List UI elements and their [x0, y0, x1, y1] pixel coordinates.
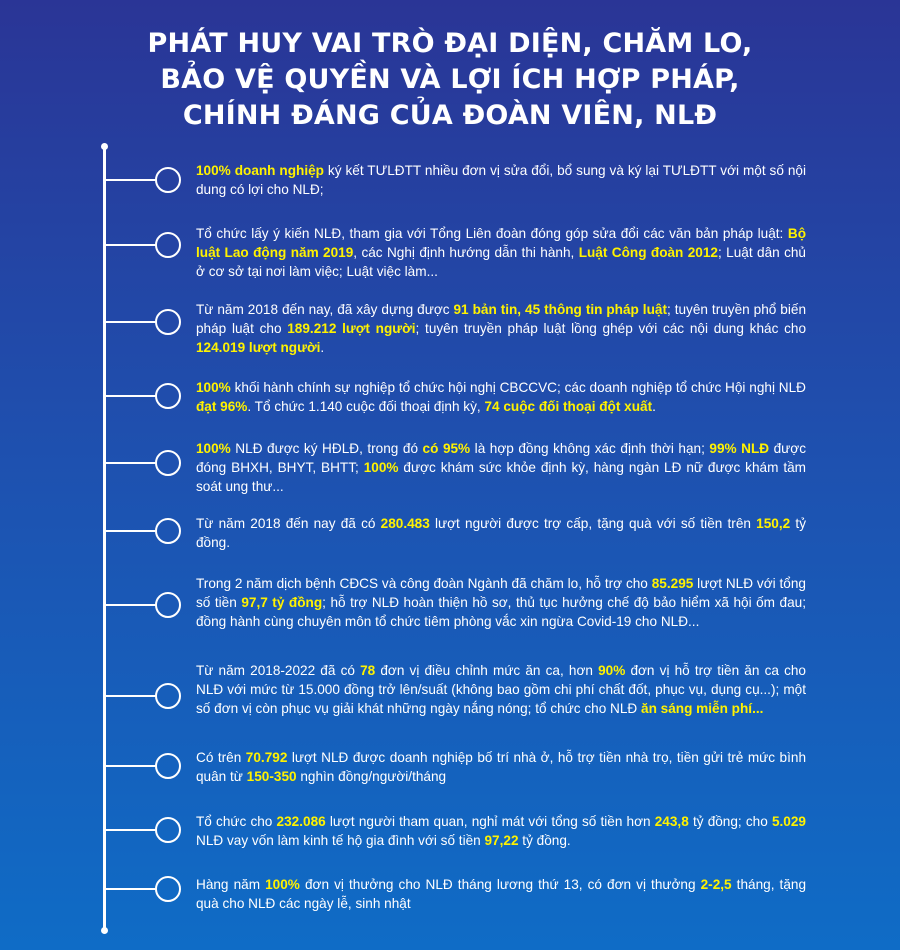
- circle-marker-icon: [155, 683, 181, 709]
- body-text: lượt NLĐ với tổng số tiền: [196, 576, 806, 610]
- item-text: [196, 748, 806, 786]
- item-text: [196, 439, 806, 496]
- highlight-text: 100%: [196, 441, 231, 456]
- highlight-text: 243,8: [654, 814, 689, 829]
- highlight-text: 189.212 lượt người: [287, 321, 416, 336]
- highlight-text: đạt 96%: [196, 399, 248, 414]
- circle-marker-icon: [155, 309, 181, 335]
- body-text: lượt người tham quan, nghỉ mát với tổng số tiền hơn: [325, 814, 655, 829]
- timeline-end-dot: [101, 927, 108, 934]
- body-text: NLĐ được ký HĐLĐ, trong đó: [230, 441, 423, 456]
- highlight-text: 2-2,5: [700, 877, 732, 892]
- body-text: lượt người được trợ cấp, tặng quà với số tiền trên: [429, 516, 757, 531]
- body-text: Tổ chức lấy ý kiến NLĐ, tham gia với Tổng Liên đoàn đóng góp sửa đổi các văn bản pháp luật:: [196, 226, 788, 241]
- body-text: Từ năm 2018 đến nay đã có: [196, 516, 381, 531]
- body-text: ; Luật dân chủ ở cơ sở tại nơi làm việc; Luật việc làm...: [196, 245, 806, 279]
- highlight-text: 100%: [196, 380, 231, 395]
- item-text: [196, 224, 806, 281]
- highlight-text: Luật Công đoàn 2012: [578, 245, 718, 260]
- body-text: đơn vị điều chỉnh mức ăn ca, hơn: [375, 663, 599, 678]
- highlight-text: 97,22: [484, 833, 519, 848]
- item-text: [196, 875, 806, 913]
- body-text: được khám sức khỏe định kỳ, hàng ngàn LĐ nữ được khám tầm soát ung thư...: [196, 460, 806, 494]
- title-line-3: CHÍNH ĐÁNG CỦA ĐOÀN VIÊN, NLĐ: [182, 100, 718, 131]
- body-text: NLĐ vay vốn làm kinh tế hộ gia đình với số tiền: [196, 833, 485, 848]
- circle-marker-icon: [155, 876, 181, 902]
- item-text: [196, 161, 806, 199]
- connector-line: [105, 530, 157, 532]
- highlight-text: 100%: [363, 460, 399, 475]
- circle-marker-icon: [155, 592, 181, 618]
- body-text: nghìn đồng/người/tháng: [296, 769, 447, 784]
- body-text: Từ năm 2018-2022 đã có: [196, 663, 361, 678]
- highlight-text: 232.086: [276, 814, 326, 829]
- highlight-text: ăn sáng miễn phí...: [641, 701, 764, 716]
- body-text: .: [652, 399, 656, 414]
- connector-line: [105, 695, 157, 697]
- body-text: tỷ đồng.: [518, 833, 571, 848]
- connector-line: [105, 829, 157, 831]
- connector-line: [105, 395, 157, 397]
- highlight-text: 90%: [598, 663, 626, 678]
- highlight-text: 99% NLĐ: [709, 441, 770, 456]
- body-text: là hợp đồng không xác định thời hạn;: [470, 441, 710, 456]
- highlight-text: 150-350: [246, 769, 297, 784]
- item-text: [196, 300, 806, 357]
- body-text: tháng, tặng quà cho NLĐ các ngày lễ, sinh nhật: [196, 877, 807, 911]
- highlight-text: Bộ luật Lao động năm 2019: [196, 226, 806, 260]
- highlight-text: 100%: [265, 877, 300, 892]
- item-text: [196, 661, 806, 718]
- body-text: ; tuyên truyền pháp luật lồng ghép với các nội dung khác cho: [415, 321, 807, 336]
- connector-line: [105, 244, 157, 246]
- timeline-start-dot: [101, 143, 108, 150]
- connector-line: [105, 604, 157, 606]
- item-text: [196, 378, 806, 416]
- highlight-text: 91 bản tin, 45 thông tin pháp luật: [453, 302, 667, 317]
- body-text: Từ năm 2018 đến nay, đã xây dựng được: [196, 302, 454, 317]
- circle-marker-icon: [155, 450, 181, 476]
- body-text: lượt NLĐ được doanh nghiệp bố trí nhà ở, hỗ trợ tiền nhà trọ, tiền gửi trẻ mức bình quân từ: [196, 750, 807, 784]
- body-text: , các Nghị định hướng dẫn thi hành,: [353, 245, 579, 260]
- body-text: tỷ đồng.: [196, 516, 806, 550]
- highlight-text: 78: [360, 663, 376, 678]
- body-text: khối hành chính sự nghiệp tổ chức hội nghị CBCCVC; các doanh nghiệp tổ chức Hội nghị NLĐ: [230, 380, 806, 395]
- connector-line: [105, 462, 157, 464]
- body-text: tỷ đồng; cho: [688, 814, 772, 829]
- body-text: Trong 2 năm dịch bệnh CĐCS và công đoàn Ngành đã chăm lo, hỗ trợ cho: [196, 576, 652, 591]
- title-line-2: BẢO VỆ QUYỀN VÀ LỢI ÍCH HỢP PHÁP,: [160, 64, 740, 95]
- body-text: Hàng năm: [196, 877, 266, 892]
- highlight-text: 280.483: [380, 516, 430, 531]
- body-text: ; tuyên truyền phổ biến pháp luật cho: [196, 302, 807, 336]
- highlight-text: 124.019 lượt người: [196, 340, 321, 355]
- item-text: [196, 812, 806, 850]
- highlight-text: 100% doanh nghiệp: [196, 163, 324, 178]
- body-text: Tổ chức cho: [196, 814, 277, 829]
- circle-marker-icon: [155, 383, 181, 409]
- connector-line: [105, 888, 157, 890]
- connector-line: [105, 765, 157, 767]
- body-text: .: [320, 340, 325, 355]
- connector-line: [105, 321, 157, 323]
- circle-marker-icon: [155, 232, 181, 258]
- body-text: ; hỗ trợ NLĐ hoàn thiện hồ sơ, thủ tục hưởng chế độ bảo hiểm xã hội ốm đau; đồng hành cùng chuyên môn tổ chức tiêm phòng vắc xin ngừa Covid-19 cho NLĐ...: [196, 595, 806, 629]
- body-text: . Tổ chức 1.140 cuộc đối thoại định kỳ,: [247, 399, 485, 414]
- highlight-text: 5.029: [771, 814, 806, 829]
- title-line-1: PHÁT HUY VAI TRÒ ĐẠI DIỆN, CHĂM LO,: [147, 28, 753, 59]
- item-text: [196, 574, 806, 631]
- body-text: được đóng BHXH, BHYT, BHTT;: [196, 441, 806, 475]
- highlight-text: 85.295: [651, 576, 694, 591]
- highlight-text: 97,7 tỷ đồng: [241, 595, 323, 610]
- body-text: đơn vị thưởng cho NLĐ tháng lương thứ 13, có đơn vị thưởng: [299, 877, 701, 892]
- circle-marker-icon: [155, 753, 181, 779]
- highlight-text: 70.792: [245, 750, 288, 765]
- circle-marker-icon: [155, 167, 181, 193]
- page-title: [0, 26, 900, 134]
- connector-line: [105, 179, 157, 181]
- highlight-text: 150,2: [756, 516, 791, 531]
- body-text: Có trên: [196, 750, 246, 765]
- highlight-text: 74 cuộc đối thoại đột xuất: [484, 399, 653, 414]
- item-text: [196, 514, 806, 552]
- body-text: ký kết TƯLĐTT nhiều đơn vị sửa đổi, bổ sung và ký lại TƯLĐTT với một số nội dung có lợi cho NLĐ;: [196, 163, 806, 197]
- highlight-text: có 95%: [422, 441, 471, 456]
- circle-marker-icon: [155, 817, 181, 843]
- body-text: đơn vị hỗ trợ tiền ăn ca cho NLĐ với mức từ 15.000 đồng trở lên/suất (không bao gồm chi phí chất đốt, phục vụ, dụng cụ...); một số đơn vị còn phục vụ giải khát những ngày nắng nóng; tổ chức cho NLĐ: [196, 663, 806, 716]
- circle-marker-icon: [155, 518, 181, 544]
- timeline-line: [103, 146, 106, 931]
